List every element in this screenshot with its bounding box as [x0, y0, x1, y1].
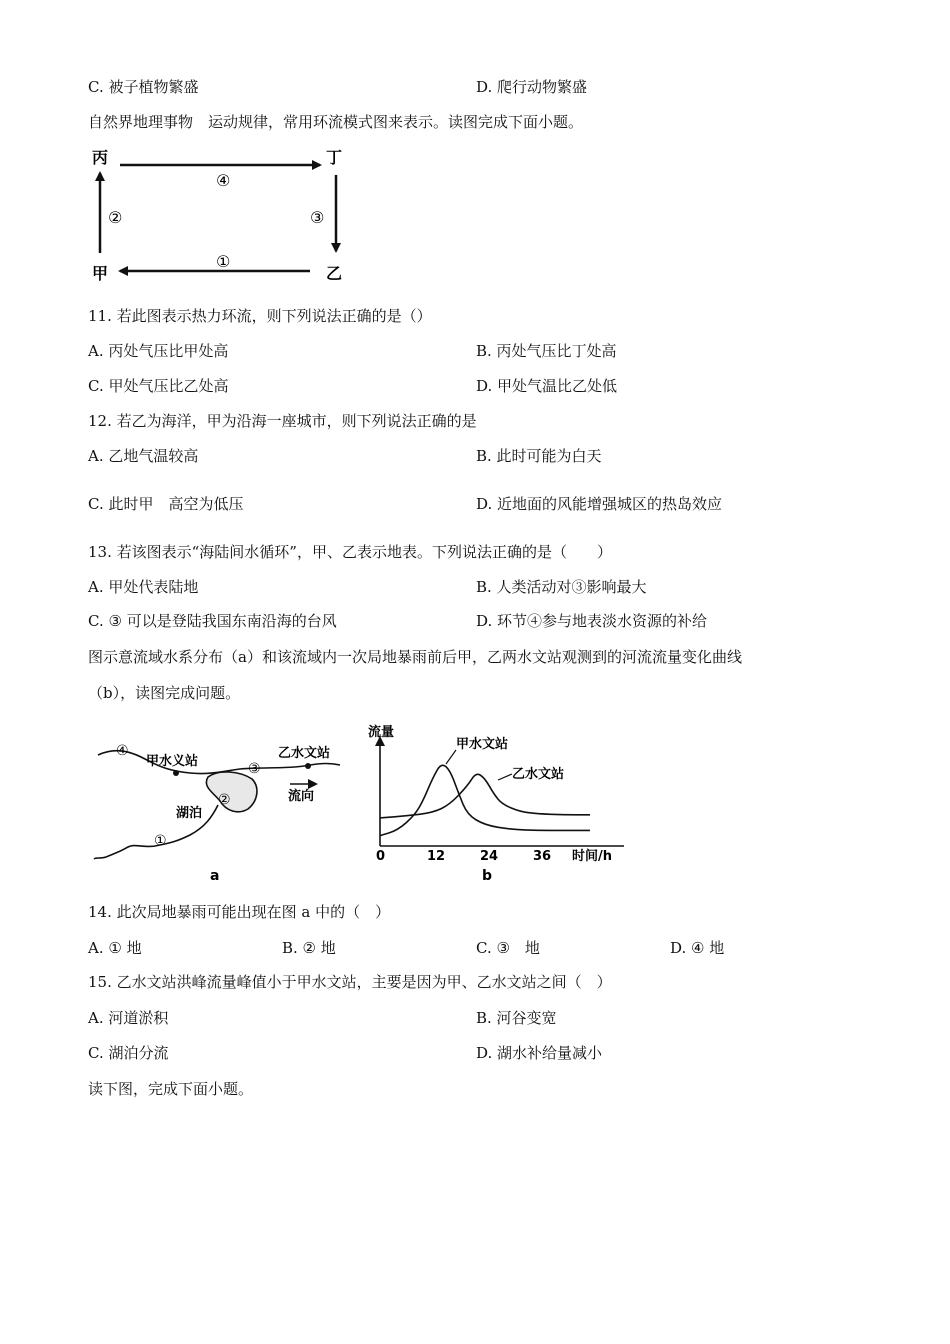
- lake-label: 湖泊: [176, 806, 203, 821]
- map-a: [90, 725, 350, 885]
- x-tick-36: 36: [533, 849, 552, 864]
- legend-yi: 乙水文站: [512, 767, 565, 782]
- q12-option-b[interactable]: B. 此时可能为白天: [476, 447, 602, 465]
- leader-jia: [446, 750, 456, 764]
- q13-option-c[interactable]: C. ③ 可以是登陆我国东南沿海的台风: [88, 612, 337, 630]
- q11-stem: 11. 若此图表示热力环流，则下列说法正确的是（）: [88, 307, 432, 325]
- intro-hydro-line1: 图示意流域水系分布（a）和该流域内一次局地暴雨前后甲，乙两水文站观测到的河流流量变化曲线: [88, 648, 742, 666]
- leader-yi: [498, 774, 512, 780]
- legend-jia: 甲水文站: [456, 737, 509, 752]
- label-1: ①: [216, 252, 231, 271]
- label-4: ④: [216, 171, 231, 190]
- q12-option-c[interactable]: C. 此时甲 高空为低压: [88, 495, 244, 513]
- option-d: D. 爬行动物繁盛: [476, 78, 588, 96]
- intro-hydro-line2: （b），读图完成问题。: [88, 684, 241, 702]
- lake-outline: [206, 772, 257, 812]
- q15-option-d[interactable]: D. 湖水补给量减小: [476, 1044, 603, 1062]
- cycle-diagram: [88, 143, 358, 283]
- station-jia-label: 甲水义站: [146, 754, 199, 769]
- x-axis-label: 时间/h: [572, 849, 613, 864]
- q11-option-b[interactable]: B. 丙处气压比丁处高: [476, 342, 617, 360]
- q11-option-a[interactable]: A. 丙处气压比甲处高: [88, 342, 229, 360]
- chart-b: [364, 722, 634, 887]
- flow-label: 流向: [288, 789, 315, 804]
- q12-stem: 12. 若乙为海洋，甲为沿海一座城市，则下列说法正确的是: [88, 412, 477, 430]
- q14-option-b[interactable]: B. ② 地: [282, 939, 336, 957]
- intro-cycle: 自然界地理事物 运动规律，常用环流模式图来表示。读图完成下面小题。: [88, 113, 584, 131]
- q14-option-a[interactable]: A. ① 地: [88, 939, 142, 957]
- node-jia: 甲: [92, 264, 109, 283]
- q13-stem: 13. 若该图表示“海陆间水循环”，甲、乙表示地表。下列说法正确的是（ ）: [88, 543, 612, 561]
- node-bing: 丙: [92, 148, 109, 167]
- x-tick-24: 24: [480, 849, 499, 864]
- label-3: ③: [310, 208, 325, 227]
- mark-4: ④: [116, 743, 129, 759]
- y-axis-label: 流量: [368, 725, 395, 740]
- q14-stem: 14. 此次局地暴雨可能出现在图 a 中的（ ）: [88, 903, 391, 921]
- q12-option-a[interactable]: A. 乙地气温较高: [88, 447, 199, 465]
- x-tick-0: 0: [376, 849, 386, 864]
- node-yi: 乙: [326, 264, 343, 283]
- station-jia-dot: [173, 770, 179, 776]
- x-tick-12: 12: [427, 849, 446, 864]
- tributary-lower: [94, 845, 160, 859]
- q15-option-c[interactable]: C. 湖泊分流: [88, 1044, 169, 1062]
- station-yi-label: 乙水文站: [278, 746, 331, 761]
- q15-option-a[interactable]: A. 河道淤积: [88, 1009, 169, 1027]
- mark-1: ①: [154, 833, 167, 849]
- q11-option-d[interactable]: D. 甲处气温比乙处低: [476, 377, 618, 395]
- q14-option-d[interactable]: D. ④ 地: [670, 939, 725, 957]
- label-2: ②: [108, 208, 123, 227]
- q15-option-b[interactable]: B. 河谷变宽: [476, 1009, 557, 1027]
- option-c: C. 被子植物繁盛: [88, 78, 199, 96]
- q13-option-d[interactable]: D. 环节④参与地表淡水资源的补给: [476, 612, 708, 630]
- station-yi-dot: [305, 763, 311, 769]
- q15-stem: 15. 乙水文站洪峰流量峰值小于甲水文站，主要是因为甲、乙水文站之间（ ）: [88, 973, 612, 991]
- node-ding: 丁: [326, 148, 343, 167]
- mark-3: ③: [248, 761, 261, 777]
- q13-option-a[interactable]: A. 甲处代表陆地: [88, 578, 199, 596]
- mark-2: ②: [218, 792, 231, 808]
- caption-a: a: [210, 868, 220, 884]
- caption-b: b: [482, 868, 493, 884]
- q13-option-b[interactable]: B. 人类活动对③影响最大: [476, 578, 647, 596]
- outro-text: 读下图，完成下面小题。: [88, 1080, 254, 1098]
- q12-option-d[interactable]: D. 近地面的风能增强城区的热岛效应: [476, 495, 723, 513]
- q14-option-c[interactable]: C. ③ 地: [476, 939, 540, 957]
- q11-option-c[interactable]: C. 甲处气压比乙处高: [88, 377, 229, 395]
